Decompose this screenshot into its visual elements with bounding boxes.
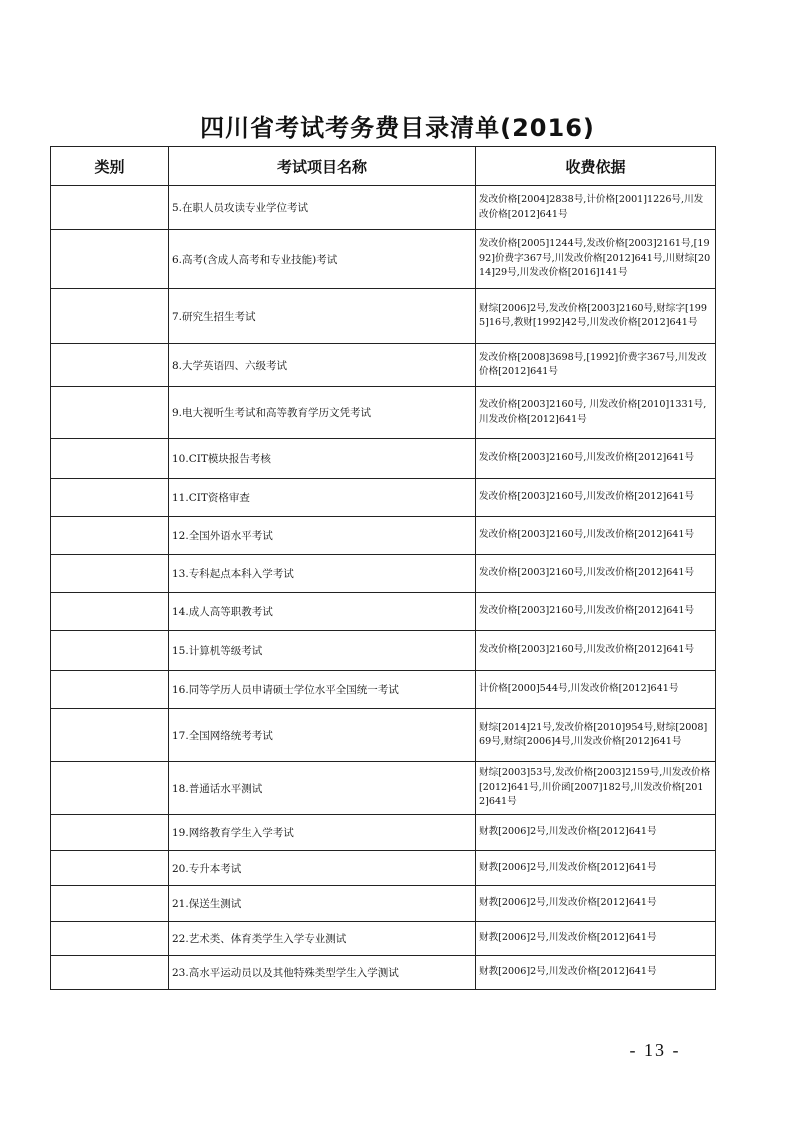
table-row xyxy=(51,230,716,289)
row-category xyxy=(51,517,169,555)
row-item-name: 8.大学英语四、六级考试 xyxy=(169,344,476,387)
row-fee-basis: 发改价格[2008]3698号,[1992]价费字367号,川发改价格[2012]641号 xyxy=(476,344,716,387)
row-item-name: 9.电大视听生考试和高等教育学历文凭考试 xyxy=(169,387,476,439)
row-category xyxy=(51,439,169,479)
row-category xyxy=(51,815,169,851)
header-category: 类别 xyxy=(51,147,169,186)
table-row xyxy=(51,956,716,990)
row-category xyxy=(51,387,169,439)
table-header-row xyxy=(51,147,716,186)
table-row xyxy=(51,479,716,517)
row-fee-basis: 发改价格[2003]2160号, 川发改价格[2010]1331号,川发改价格[2012]641号 xyxy=(476,387,716,439)
row-fee-basis: 发改价格[2005]1244号,发改价格[2003]2161号,[1992]价费字367号,川发改价格[2012]641号,川财综[2014]29号,川发改价格[2016]141号 xyxy=(476,230,716,289)
row-fee-basis: 发改价格[2004]2838号,计价格[2001]1226号,川发改价格[2012]641号 xyxy=(476,186,716,230)
table-row xyxy=(51,631,716,671)
row-category xyxy=(51,631,169,671)
table-row xyxy=(51,922,716,956)
table-row xyxy=(51,517,716,555)
row-fee-basis: 财教[2006]2号,川发改价格[2012]641号 xyxy=(476,815,716,851)
table-row xyxy=(51,186,716,230)
row-fee-basis: 财综[2003]53号,发改价格[2003]2159号,川发改价格[2012]641号,川价函[2007]182号,川发改价格[2012]641号 xyxy=(476,762,716,815)
row-category xyxy=(51,186,169,230)
row-category xyxy=(51,762,169,815)
row-item-name: 21.保送生测试 xyxy=(169,886,476,922)
document-title: 四川省考试考务费目录清单(2016) xyxy=(200,114,595,142)
row-category xyxy=(51,344,169,387)
header-fee-basis: 收费依据 xyxy=(476,147,716,186)
row-item-name: 6.高考(含成人高考和专业技能)考试 xyxy=(169,230,476,289)
row-item-name: 20.专升本考试 xyxy=(169,851,476,886)
row-fee-basis: 计价格[2000]544号,川发改价格[2012]641号 xyxy=(476,671,716,709)
row-category xyxy=(51,230,169,289)
table-row xyxy=(51,815,716,851)
row-fee-basis: 财教[2006]2号,川发改价格[2012]641号 xyxy=(476,922,716,956)
row-item-name: 10.CIT模块报告考核 xyxy=(169,439,476,479)
row-category xyxy=(51,956,169,990)
row-fee-basis: 发改价格[2003]2160号,川发改价格[2012]641号 xyxy=(476,517,716,555)
row-fee-basis: 发改价格[2003]2160号,川发改价格[2012]641号 xyxy=(476,479,716,517)
table-row xyxy=(51,344,716,387)
table-row xyxy=(51,387,716,439)
header-item-name: 考试项目名称 xyxy=(169,147,476,186)
row-fee-basis: 财综[2006]2号,发改价格[2003]2160号,财综字[1995]16号,教财[1992]42号,川发改价格[2012]641号 xyxy=(476,289,716,344)
page-number: - 13 - xyxy=(629,1040,681,1060)
row-item-name: 5.在职人员攻读专业学位考试 xyxy=(169,186,476,230)
row-item-name: 22.艺术类、体育类学生入学专业测试 xyxy=(169,922,476,956)
row-fee-basis: 财教[2006]2号,川发改价格[2012]641号 xyxy=(476,886,716,922)
row-fee-basis: 发改价格[2003]2160号,川发改价格[2012]641号 xyxy=(476,439,716,479)
row-category xyxy=(51,886,169,922)
row-fee-basis: 发改价格[2003]2160号,川发改价格[2012]641号 xyxy=(476,593,716,631)
row-item-name: 17.全国网络统考考试 xyxy=(169,709,476,762)
row-fee-basis: 发改价格[2003]2160号,川发改价格[2012]641号 xyxy=(476,631,716,671)
fee-catalog-table xyxy=(50,146,716,990)
table-row xyxy=(51,851,716,886)
row-fee-basis: 财综[2014]21号,发改价格[2010]954号,财综[2008]69号,财综[2006]4号,川发改价格[2012]641号 xyxy=(476,709,716,762)
row-category xyxy=(51,922,169,956)
row-category xyxy=(51,709,169,762)
table-row xyxy=(51,709,716,762)
table-row xyxy=(51,439,716,479)
table-row xyxy=(51,593,716,631)
row-category xyxy=(51,671,169,709)
row-category xyxy=(51,851,169,886)
row-item-name: 12.全国外语水平考试 xyxy=(169,517,476,555)
row-fee-basis: 财教[2006]2号,川发改价格[2012]641号 xyxy=(476,851,716,886)
row-category xyxy=(51,555,169,593)
row-item-name: 13.专科起点本科入学考试 xyxy=(169,555,476,593)
table-row xyxy=(51,289,716,344)
table-row xyxy=(51,886,716,922)
row-item-name: 14.成人高等职教考试 xyxy=(169,593,476,631)
table-row xyxy=(51,555,716,593)
row-item-name: 7.研究生招生考试 xyxy=(169,289,476,344)
row-category xyxy=(51,593,169,631)
row-fee-basis: 财教[2006]2号,川发改价格[2012]641号 xyxy=(476,956,716,990)
table-row xyxy=(51,762,716,815)
row-category xyxy=(51,289,169,344)
row-item-name: 11.CIT资格审查 xyxy=(169,479,476,517)
row-fee-basis: 发改价格[2003]2160号,川发改价格[2012]641号 xyxy=(476,555,716,593)
row-category xyxy=(51,479,169,517)
row-item-name: 23.高水平运动员以及其他特殊类型学生入学测试 xyxy=(169,956,476,990)
row-item-name: 16.同等学历人员申请硕士学位水平全国统一考试 xyxy=(169,671,476,709)
row-item-name: 15.计算机等级考试 xyxy=(169,631,476,671)
row-item-name: 18.普通话水平测试 xyxy=(169,762,476,815)
row-item-name: 19.网络教育学生入学考试 xyxy=(169,815,476,851)
table-row xyxy=(51,671,716,709)
